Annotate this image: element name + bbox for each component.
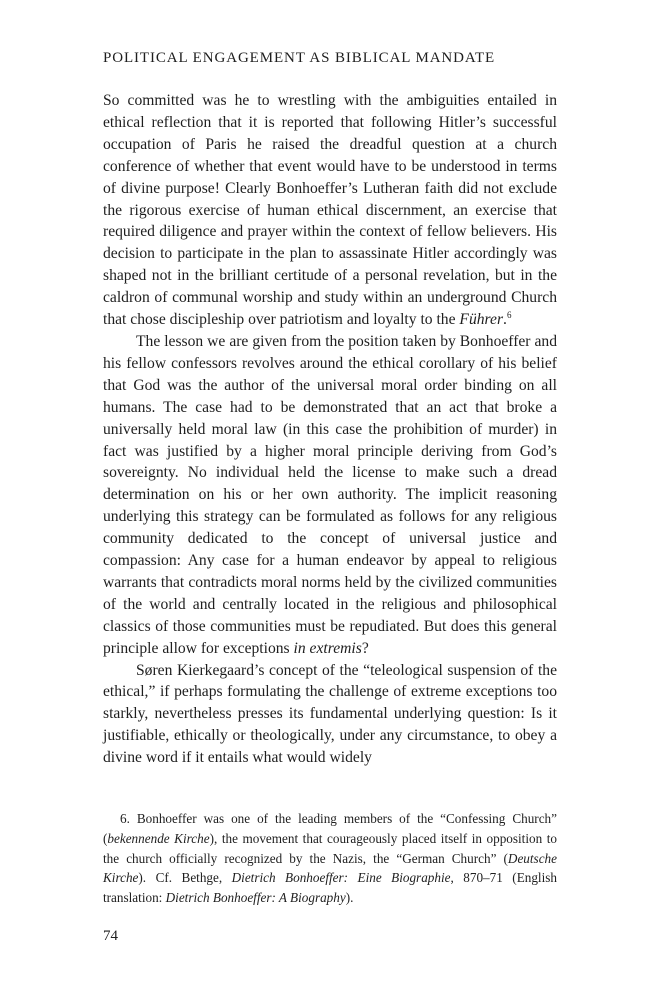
footnote-text-4: , 870–71 (English translation: [103,870,557,906]
footnote-text-2: ), the movement that courageously placed itself in opposition to the church officially recognized by the Nazis, the “German Church” ( [103,830,557,866]
footnote-text-1: 6. Bonhoeffer was one of the leading members of the “Confessing Church” ( [103,811,557,846]
footnote-text-3: ). Cf. Bethge, [138,870,232,886]
paragraph-2-text: The lesson we are given from the position taken by Bonhoeffer and his fellow confessors revolves around the ethical corollary of his belief that God was the author of the universal moral order binding on all humans. The case had to be demonstrated that an act that broke a universally held moral law (in this case the prohibition of murder) in fact was justified by a higher moral principle deriving from God’s sovereignty. No individual held the license to make such a dread determination on his or her own authority. The implicit reasoning underlying this strategy can be formulated as follows for any religious community dedicated to the concept of universal justice and compassion: Any case for a human endeavor by appeal to religious warrants that contradicts moral norms held by the civilized communities of the world and centrally located in the religious and philosophical classics of those communities must be repudiated. But does this general principle allow for exceptions [103,332,557,657]
paragraph-2-italic: in extremis [293,639,362,657]
footnote-reference[interactable]: 6 [506,310,512,321]
footnote-italic-2: Deutsche Kirche [103,850,557,886]
footnote-text-5: ). [345,890,354,906]
footnote-italic-3: Dietrich Bonhoeffer: Eine Biographie [231,870,451,886]
paragraph-1-italic: Führer [459,311,504,329]
main-text [103,90,557,769]
footnote-italic-1: bekennende Kirche [107,830,210,846]
paragraph-3: Søren Kierkegaard’s concept of the “teleological suspension of the ethical,” if perhaps formulating the challenge of extreme exceptions too starkly, nevertheless presses its fundamental underlying question: Is it justifiable, ethically or theologically, under any circumstance, to obey a divine word if it entails what would widely [103,661,557,767]
footnotes [103,809,557,908]
paragraph-1 [103,90,557,331]
footnote-6 [103,809,557,908]
footnote-italic-4: Dietrich Bonhoeffer: A Biography [165,890,346,906]
paragraph-1-period: . [503,311,507,329]
paragraph-2-end: ? [361,639,369,657]
page-number: 74 [103,928,118,944]
paragraph-1-text: So committed was he to wrestling with the ambiguities entailed in ethical reflection that it is reported that following Hitler’s successful occupation of Paris he raised the dreadful question at a church conference of whether that event would have to be understood in terms of divine purpose! Clearly Bonhoeffer’s Lutheran faith did not exclude the rigorous exercise of human ethical discernment, an exercise that required diligence and prayer within the context of fellow believers. His decision to participate in the plan to assassinate Hitler accordingly was shaped not in the brilliant certitude of a personal revelation, but in the caldron of communal worship and study within an underground Church that chose discipleship over patriotism and loyalty to the [103,92,557,329]
paragraph-2 [103,331,557,660]
running-head: POLITICAL ENGAGEMENT AS BIBLICAL MANDATE [103,50,496,66]
page-body [103,48,557,908]
